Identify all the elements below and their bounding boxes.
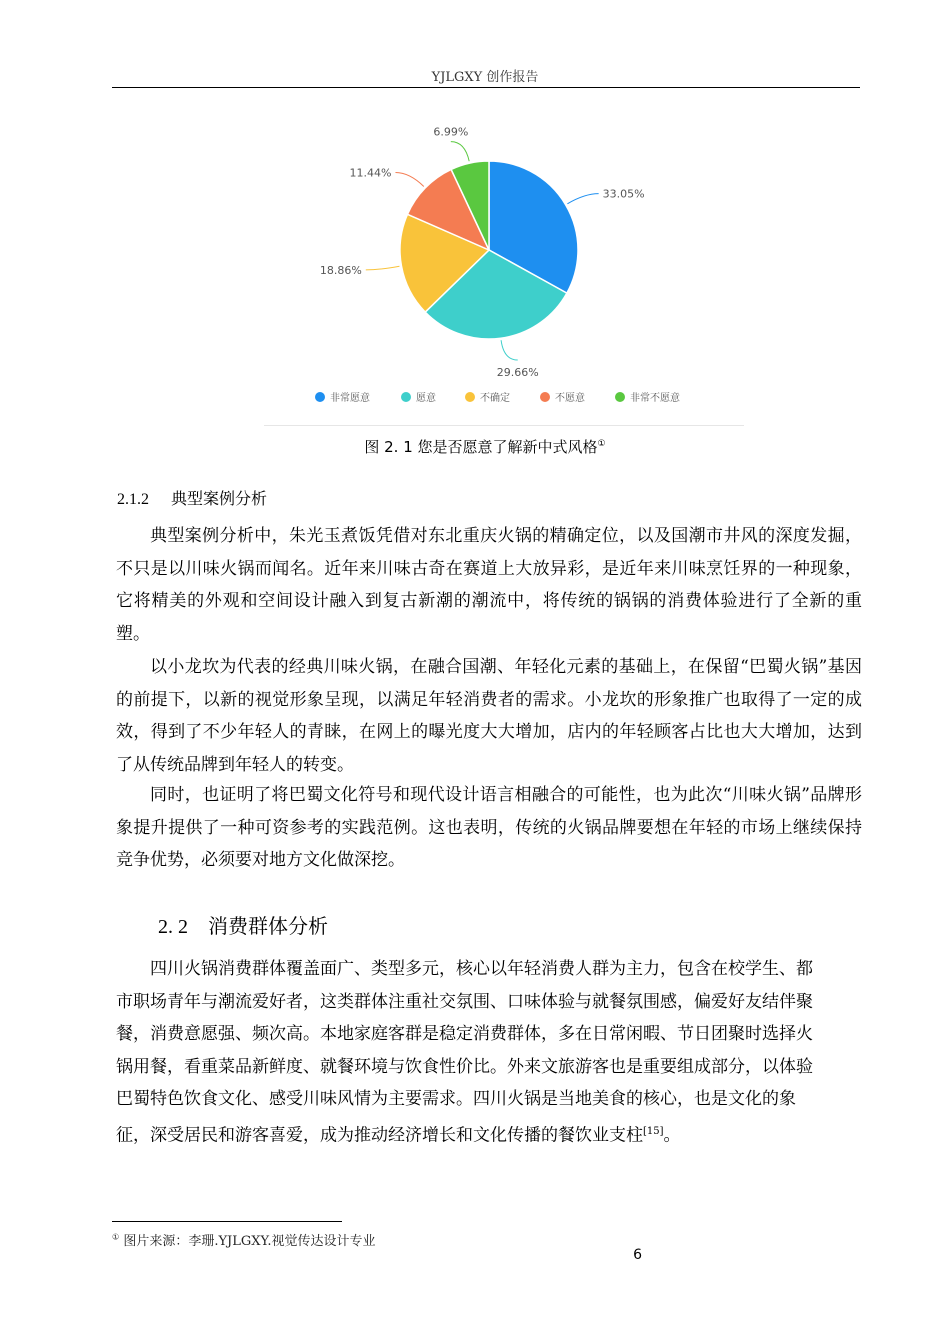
header-rule: [112, 87, 860, 88]
footnote-text: 图片来源：李珊.YJLGXY.视觉传达设计专业: [123, 1234, 376, 1249]
leader-line-4: [395, 173, 423, 187]
data-label-5: 6.99%: [433, 125, 469, 139]
section-number: 2. 2: [158, 916, 188, 938]
page-number: 6: [633, 1247, 642, 1263]
data-label-3: 18.86%: [319, 263, 362, 277]
caption-footnote-marker: ①: [597, 439, 606, 449]
paragraph-case-2: 以小龙坎为代表的经典川味火锅，在融合国潮、年轻化元素的基础上，在保留“巴蜀火锅”基因的前提下，以新的视觉形象呈现，以满足年轻消费者的需求。小龙坎的形象推广也取得了一定的成效，得到了不少年轻人的青睐，在网上的曝光度大大增加，店内的年轻顾客占比也大大增加，达到了从传统品牌到年轻人的转变。: [116, 657, 862, 775]
subsection-title: 典型案例分析: [171, 489, 268, 508]
pie-chart-figure: [264, 110, 744, 426]
legend-swatch-3: [465, 392, 475, 402]
figure-caption: [110, 436, 860, 457]
citation-ref: [15]: [643, 1125, 664, 1137]
leader-line-2: [501, 340, 518, 360]
pie-chart: [264, 110, 744, 426]
paragraph-consumers: [116, 953, 828, 1152]
footnote-rule: [112, 1221, 342, 1222]
legend-label-4: 不愿意: [555, 393, 585, 404]
legend-label-2: 愿意: [416, 393, 436, 404]
leader-line-5: [451, 142, 469, 162]
legend-label-3: 不确定: [480, 393, 510, 404]
legend-swatch-1: [315, 392, 325, 402]
paragraph-consumers-text: 四川火锅消费群体覆盖面广、类型多元，核心以年轻消费人群为主力，包含在校学生、都市职场青年与潮流爱好者，这类群体注重社交氛围、口味体验与就餐氛围感，偏爱好友结伴聚餐，消费意愿强、频次高。本地家庭客群是稳定消费群体，多在日常闲暇、节日团聚时选择火锅用餐，看重菜品新鲜度、就餐环境与饮食性价比。外来文旅游客也是重要组成部分，以体验巴蜀特色饮食文化、感受川味风情为主要需求。四川火锅是当地美食的核心，也是文化的象征，深受居民和游客喜爱，成为推动经济增长和文化传播的餐饮业支柱: [116, 959, 813, 1146]
paragraph-case-3: 同时，也证明了将巴蜀文化符号和现代设计语言相融合的可能性，也为此次“川味火锅”品牌形象提升提供了一种可资参考的实践范例。这也表明，传统的火锅品牌要想在年轻的市场上继续保持竞争优势，必须要对地方文化做深挖。: [116, 785, 862, 870]
section-heading: [158, 910, 328, 939]
leader-line-1: [567, 194, 598, 204]
data-label-1: 33.05%: [602, 187, 645, 201]
legend-label-5: 非常不愿意: [630, 393, 680, 404]
paragraph-case-1: 典型案例分析中，朱光玉煮饭凭借对东北重庆火锅的精确定位，以及国潮市井风的深度发掘，不只是以川味火锅而闻名。近年来川味古奇在赛道上大放异彩，是近年来川味烹饪界的一种现象，它将精美的外观和空间设计融入到复古新潮的潮流中，将传统的锅锅的消费体验进行了全新的重塑。: [116, 526, 862, 644]
leader-line-3: [366, 266, 400, 270]
figure-border: [264, 425, 744, 426]
subsection-heading: [117, 486, 267, 509]
subsection-number: 2.1.2: [117, 491, 149, 508]
legend-swatch-5: [615, 392, 625, 402]
data-label-2: 29.66%: [496, 366, 539, 380]
paragraph-consumers-end: 。: [663, 1125, 681, 1146]
caption-text: 图 2. 1 您是否愿意了解新中式风格: [364, 438, 598, 456]
section-title: 消费群体分析: [208, 914, 328, 938]
legend-swatch-4: [540, 392, 550, 402]
data-label-4: 11.44%: [349, 166, 392, 180]
footnote-marker: ①: [112, 1232, 120, 1242]
legend-label-1: 非常愿意: [330, 393, 370, 404]
legend-swatch-2: [401, 392, 411, 402]
running-header: YJLGXY 创作报告: [431, 70, 539, 85]
